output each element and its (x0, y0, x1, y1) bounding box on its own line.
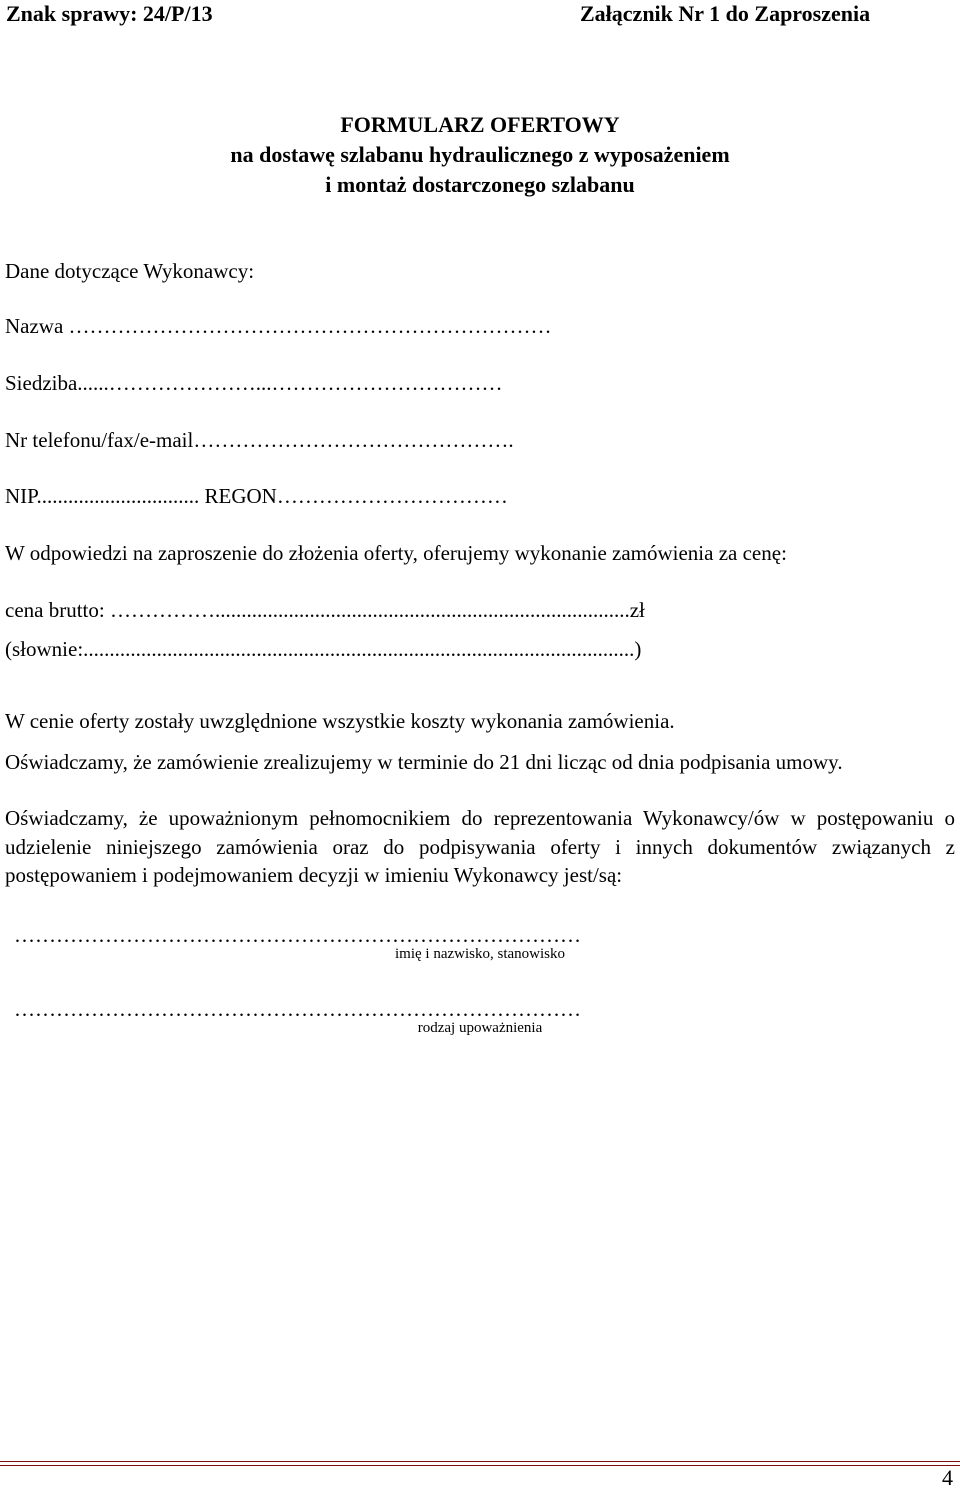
footer-rule-bottom (0, 1465, 960, 1466)
deadline-statement: Oświadczamy, że zamówienie zrealizujemy w terminie do 21 dni licząc od dnia podpisania umowy. (5, 750, 843, 774)
attachment-label: Załącznik Nr 1 do Zaproszenia (580, 1, 871, 26)
form-subtitle-line2: i montaż dostarczonego szlabanu (325, 172, 635, 197)
signature-field-name: ……………………………………………………………………… (14, 923, 581, 947)
signature-caption-name: imię i nazwisko, stanowisko (395, 946, 565, 962)
contractor-name-field: Nazwa …………………………………………………………… (5, 314, 552, 338)
case-number: Znak sprawy: 24/P/13 (6, 1, 213, 26)
authorization-statement: Oświadczamy, że upoważnionym pełnomocnikiem do reprezentowania Wykonawcy/ów w postępowaniu o udzielenie niniejszego zamówienia oraz do podpisywania oferty i innych dokumentów związanych z postępowaniem i podejmowaniem decyzji w imieniu Wykonawcy jest/są: (5, 806, 955, 887)
page-number: 4 (942, 1465, 953, 1490)
contractor-address-field: Siedziba......…………………...…………………………… (5, 371, 503, 395)
signature-caption-authorization: rodzaj upoważnienia (417, 1020, 543, 1036)
price-in-words-field: (słownie:.........................................................................................................) (5, 637, 642, 661)
form-subtitle-line1: na dostawę szlabanu hydraulicznego z wyposażeniem (230, 142, 730, 167)
contractor-nip-regon-field: NIP............................... REGON…………………………… (5, 484, 508, 508)
footer-rule-top (0, 1461, 960, 1462)
signature-field-authorization: ……………………………………………………………………… (14, 997, 581, 1021)
contractor-phone-field: Nr telefonu/fax/e-mail………………………………………. (5, 428, 514, 452)
offer-intro: W odpowiedzi na zaproszenie do złożenia oferty, oferujemy wykonanie zamówienia za cenę: (5, 541, 787, 565)
contractor-heading: Dane dotyczące Wykonawcy: (5, 259, 255, 283)
form-title: FORMULARZ OFERTOWY (340, 112, 620, 137)
gross-price-field: cena brutto: ……………...............................................................................zł (5, 598, 645, 622)
costs-statement: W cenie oferty zostały uwzględnione wszystkie koszty wykonania zamówienia. (5, 709, 675, 733)
